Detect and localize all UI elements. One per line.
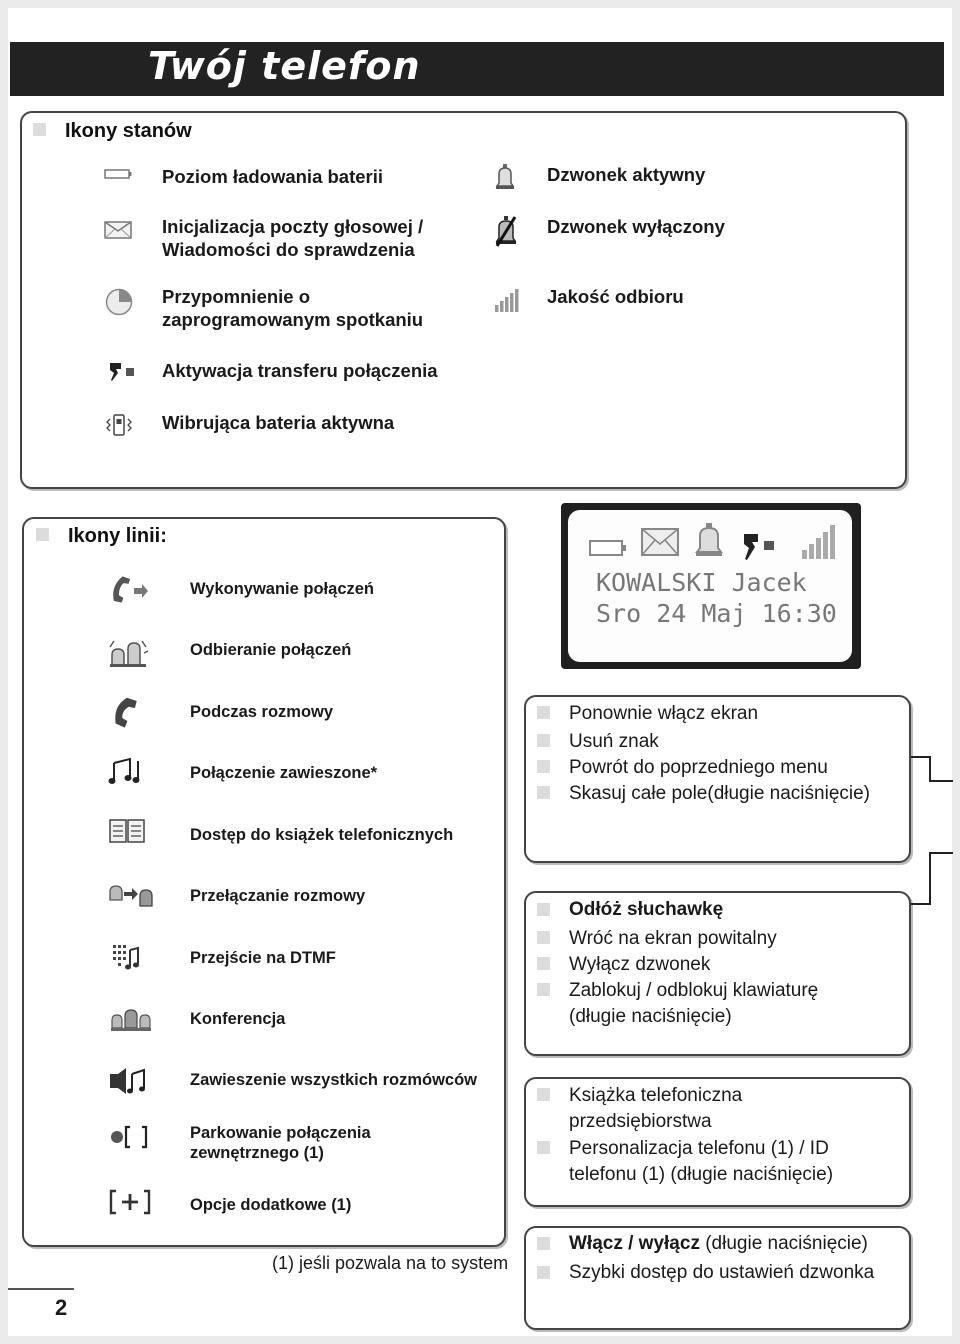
page-number-rule: [8, 1288, 74, 1290]
key3-item-1-line1: Książka telefoniczna: [569, 1085, 743, 1106]
bullet-square: [36, 528, 49, 541]
extra-options-icon: [108, 1188, 152, 1216]
display-envelope-icon: [640, 527, 680, 557]
key2-item-2: Wyłącz dzwonek: [569, 954, 711, 975]
line-label-phonebook: Dostęp do książek telefonicznych: [190, 826, 454, 844]
line-label-switch: Przełączanie rozmowy: [190, 887, 366, 905]
connector-line: [929, 756, 931, 781]
bullet-square: [537, 1237, 550, 1250]
line-label-incoming: Odbieranie połączeń: [190, 641, 352, 659]
bullet-square: [537, 957, 550, 970]
park-call-icon: [108, 1124, 150, 1150]
status-label-appointment-2: zaprogramowanym spotkaniu: [162, 309, 424, 330]
connector-line: [929, 780, 953, 782]
line-label-extra-options: Opcje dodatkowe (1): [190, 1196, 352, 1214]
line-label-dtmf: Przejście na DTMF: [190, 949, 336, 967]
bullet-square: [537, 786, 550, 799]
status-label-forward: Aktywacja transferu połączenia: [162, 360, 438, 381]
voicemail-envelope-icon: [104, 221, 132, 239]
display-line-date: Sro 24 Maj 16:30: [596, 599, 837, 628]
key2-item-3-cont: (długie naciśnięcie): [569, 1006, 732, 1027]
bullet-square: [537, 1141, 550, 1154]
status-label-appointment-1: Przypomnienie o: [162, 286, 311, 307]
ringer-on-icon: [494, 163, 516, 191]
key1-item-3: Powrót do poprzedniego menu: [569, 757, 828, 778]
status-label-signal: Jakość odbioru: [547, 286, 684, 307]
key1-item-2: Usuń znak: [569, 731, 659, 752]
footnote: (1) jeśli pozwala na to system: [272, 1253, 509, 1273]
status-label-voicemail-1: Inicjalizacja poczty głosowej /: [162, 216, 424, 237]
line-label-conference: Konferencja: [190, 1010, 286, 1028]
outgoing-call-icon: [108, 574, 150, 606]
ringer-off-icon: [494, 214, 518, 248]
page-title: Twój telefon: [148, 44, 421, 88]
connector-line: [911, 903, 931, 905]
incoming-call-icon: [108, 637, 150, 669]
display-signal-icon: [800, 522, 836, 560]
status-label-ringer-on: Dzwonek aktywny: [547, 164, 706, 185]
bullet-square: [537, 1088, 550, 1101]
line-label-hold: Połączenie zawieszone*: [190, 764, 378, 782]
line-section-title: Ikony linii:: [68, 525, 167, 547]
key2-item-3: Zablokuj / odblokuj klawiaturę: [569, 980, 819, 1001]
display-bell-icon: [694, 522, 724, 558]
key2-item-1: Wróć na ekran powitalny: [569, 928, 777, 949]
display-forward-icon: [742, 530, 778, 562]
line-label-park-1: Parkowanie połączenia: [190, 1124, 371, 1142]
vibrate-icon: [104, 413, 134, 437]
connector-line: [911, 756, 931, 758]
appointment-clock-icon: [105, 287, 133, 317]
connector-line: [929, 852, 953, 854]
status-label-voicemail-2: Wiadomości do sprawdzenia: [162, 239, 415, 260]
connector-line: [929, 852, 931, 904]
bullet-square: [33, 123, 46, 136]
call-forward-icon: [108, 361, 136, 383]
display-battery-icon: [588, 537, 628, 559]
battery-level-icon: [104, 168, 132, 180]
line-label-park-2: zewnętrznego (1): [190, 1144, 324, 1162]
bullet-square: [537, 1266, 550, 1279]
call-switch-icon: [108, 880, 154, 910]
bullet-square: [537, 983, 550, 996]
in-call-icon: [108, 694, 142, 728]
key4-item-1: Włącz / wyłącz (długie naciśnięcie): [569, 1233, 868, 1254]
signal-strength-icon: [494, 287, 520, 313]
status-section-title: Ikony stanów: [65, 120, 192, 142]
status-label-vibrate: Wibrująca bateria aktywna: [162, 412, 395, 433]
phonebook-icon: [108, 818, 146, 844]
page-number: 2: [55, 1295, 68, 1320]
key3-item-2-line2: telefonu (1) (długie naciśnięcie): [569, 1164, 834, 1185]
line-label-in-call: Podczas rozmowy: [190, 703, 334, 721]
hold-all-icon: [108, 1066, 148, 1096]
status-label-battery: Poziom ładowania baterii: [162, 166, 384, 187]
bullet-square: [537, 931, 550, 944]
line-label-hold-all: Zawieszenie wszystkich rozmówców: [190, 1071, 478, 1089]
line-label-outgoing: Wykonywanie połączeń: [190, 580, 374, 598]
call-hold-icon: [108, 757, 142, 787]
display-line-name: KOWALSKI Jacek: [596, 568, 807, 597]
status-label-ringer-off: Dzwonek wyłączony: [547, 216, 725, 237]
status-icons-box: [20, 111, 907, 489]
key3-item-1-line2: przedsiębiorstwa: [569, 1111, 712, 1132]
bullet-square: [537, 760, 550, 773]
bullet-square: [537, 706, 550, 719]
key4-item-2: Szybki dostęp do ustawień dzwonka: [569, 1262, 875, 1283]
key3-item-2-line1: Personalizacja telefonu (1) / ID: [569, 1138, 829, 1159]
conference-icon: [110, 1006, 152, 1032]
key1-item-1: Ponownie włącz ekran: [569, 703, 759, 724]
key1-item-4: Skasuj całe pole(długie naciśnięcie): [569, 783, 871, 804]
bullet-square: [537, 903, 550, 916]
bullet-square: [537, 734, 550, 747]
key2-item-bold: Odłóż słuchawkę: [569, 899, 724, 920]
dtmf-icon: [110, 942, 142, 974]
